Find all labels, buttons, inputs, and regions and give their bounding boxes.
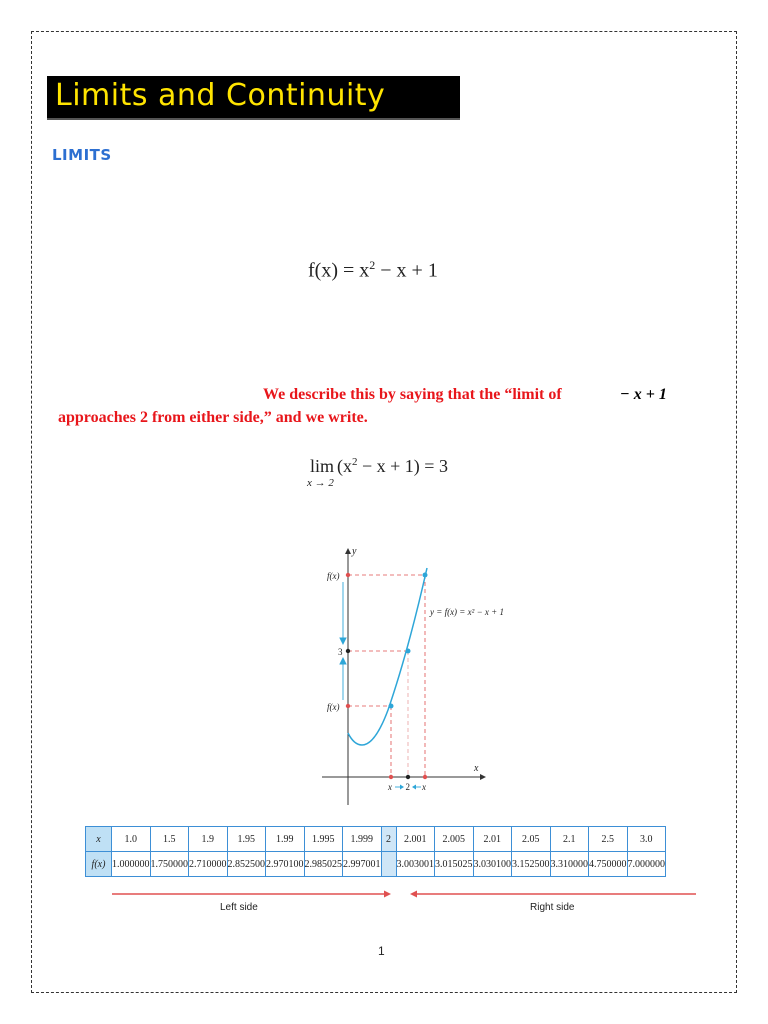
table-cell: 2.970100: [266, 852, 305, 877]
left-side-label: Left side: [220, 902, 258, 913]
right-side-arrow-head: [410, 891, 417, 898]
function-formula: [308, 258, 438, 283]
table-cell: 1.5: [150, 827, 189, 852]
x-arrow-right-head: [400, 785, 404, 790]
table-cell: 3.310000: [550, 852, 589, 877]
table-header-x: x: [86, 827, 112, 852]
label-three: 3: [338, 647, 343, 657]
limit-expression: [307, 456, 467, 496]
x-label-mid: 2: [405, 782, 410, 792]
title-banner: [47, 76, 460, 120]
table-cell: 2.710000: [189, 852, 228, 877]
table-row-fx: [86, 852, 666, 877]
y-point-mid: [346, 649, 350, 653]
values-table: [85, 826, 666, 877]
curve-label: y = f(x) = x² − x + 1: [430, 607, 504, 617]
table-side-arrows: [110, 888, 700, 918]
y-point-bottom: [346, 704, 350, 708]
curve-point-bottom: [389, 704, 394, 709]
limit-body: [337, 456, 448, 477]
table-cell: 2.001: [396, 827, 435, 852]
table-cell: 1.99: [266, 827, 305, 852]
description-line-2: approaches 2 from either side,” and we write.: [58, 409, 368, 426]
formula-lhs: f(x) = x: [308, 259, 370, 282]
table-cell: 3.0: [627, 827, 666, 852]
table-cell: 1.95: [227, 827, 266, 852]
table-cell-mid: 2: [381, 827, 396, 852]
table-cell: 2.01: [473, 827, 512, 852]
function-graph: [300, 540, 540, 820]
table-cell: 1.0: [112, 827, 151, 852]
formula-exponent: 2: [369, 258, 376, 272]
x-point-right: [423, 775, 427, 779]
table-cell: 3.003001: [396, 852, 435, 877]
table-cell: 7.000000: [627, 852, 666, 877]
description-line-1: We describe this by saying that the “limit of: [263, 386, 562, 403]
page-number: 1: [378, 944, 385, 958]
x-arrow-left-head: [412, 785, 416, 790]
right-side-label: Right side: [530, 902, 575, 913]
table-header-fx: f(x): [86, 852, 112, 877]
function-curve: [348, 568, 427, 745]
formula-rhs: − x + 1: [375, 259, 438, 282]
table-cell: 2.05: [512, 827, 551, 852]
x-axis-arrow: [480, 774, 486, 780]
table-cell: 4.750000: [589, 852, 628, 877]
y-axis-label: y: [352, 546, 357, 557]
table-cell: 1.999: [343, 827, 382, 852]
curve-point-top: [423, 573, 428, 578]
table-cell: 3.015025: [435, 852, 474, 877]
table-cell: 2.997001: [343, 852, 382, 877]
x-point-mid: [406, 775, 410, 779]
label-fx-bottom: f(x): [327, 702, 340, 712]
y-arrow-up-head: [340, 658, 346, 664]
x-axis-label: x: [474, 763, 479, 774]
y-axis-arrow: [345, 548, 351, 554]
x-label-right: x: [422, 782, 426, 792]
table-cell: 3.152500: [512, 852, 551, 877]
left-side-arrow-head: [384, 891, 391, 898]
section-heading: LIMITS: [52, 146, 112, 164]
table-cell: 2.005: [435, 827, 474, 852]
limit-operator: lim: [310, 456, 335, 476]
curve-point-mid: [406, 649, 411, 654]
table-cell: 1.9: [189, 827, 228, 852]
label-fx-top: f(x): [327, 571, 340, 581]
table-cell: 1.000000: [112, 852, 151, 877]
table-cell: 2.5: [589, 827, 628, 852]
x-label-left: x: [388, 782, 392, 792]
table-row-x: [86, 827, 666, 852]
y-arrow-down-head: [340, 638, 346, 644]
limit-body-a: (x: [337, 456, 352, 476]
description-expression: − x + 1: [620, 386, 667, 403]
y-point-top: [346, 573, 350, 577]
table-cell: 3.030100: [473, 852, 512, 877]
limit-body-exponent: 2: [352, 456, 358, 468]
table-cell: 1.995: [304, 827, 343, 852]
limit-subscript: x → 2: [307, 477, 334, 489]
x-point-left: [389, 775, 393, 779]
page-title: Limits and Continuity: [55, 78, 386, 113]
table-cell: 2.1: [550, 827, 589, 852]
table-cell-mid: [381, 852, 396, 877]
table-cell: 2.852500: [227, 852, 266, 877]
table-cell: 2.985025: [304, 852, 343, 877]
limit-body-b: − x + 1) = 3: [357, 456, 448, 476]
table-cell: 1.750000: [150, 852, 189, 877]
